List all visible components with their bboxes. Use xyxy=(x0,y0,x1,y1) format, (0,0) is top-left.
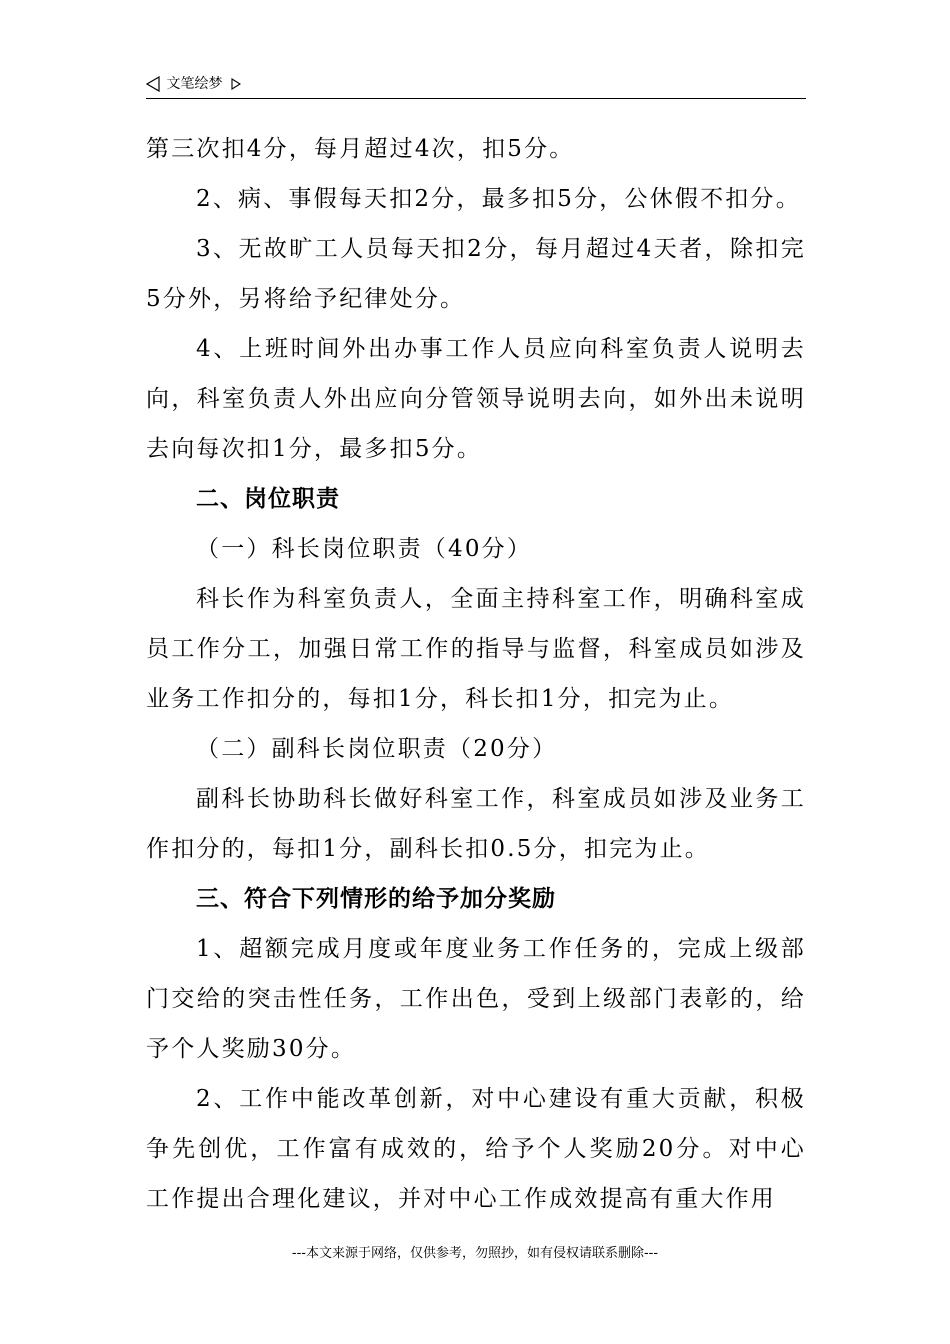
paragraph: 第三次扣4分，每月超过4次，扣5分。 xyxy=(146,136,575,162)
paragraph: 2、病、事假每天扣2分，最多扣5分，公休假不扣分。 xyxy=(196,186,801,212)
document-body xyxy=(146,124,806,1224)
paragraph: 3、无故旷工人员每天扣2分，每月超过4天者，除扣完5分外，另将给予纪律处分。 xyxy=(146,236,806,312)
subsection-heading: （二）副科长岗位职责（20分） xyxy=(196,736,558,762)
paragraph: 副科长协助科长做好科室工作，科室成员如涉及业务工作扣分的，每扣1分，副科长扣0.5分，扣完为止。 xyxy=(146,786,806,862)
subsection-heading: （一）科长岗位职责（40分） xyxy=(196,536,533,562)
paragraph: 科长作为科室负责人，全面主持科室工作，明确科室成员工作分工，加强日常工作的指导与监督，科室成员如涉及业务工作扣分的，每扣1分，科长扣1分，扣完为止。 xyxy=(146,586,806,712)
page-footer: ---本文来源于网络，仅供参考，勿照抄，如有侵权请联系删除--- xyxy=(291,1246,659,1261)
page-header xyxy=(146,74,806,99)
header-brand: 文笔绘梦 xyxy=(166,76,223,92)
paragraph: 4、上班时间外出办事工作人员应向科室负责人说明去向，科室负责人外出应向分管领导说明去向，如外出未说明去向每次扣1分，最多扣5分。 xyxy=(146,336,806,462)
section-heading: 二、岗位职责 xyxy=(196,486,340,512)
paragraph: 2、工作中能改革创新，对中心建设有重大贡献，积极争先创优，工作富有成效的，给予个人奖励20分。对中心工作提出合理化建议，并对中心工作成效提高有重大作用 xyxy=(146,1086,806,1212)
section-heading: 三、符合下列情形的给予加分奖励 xyxy=(196,886,556,912)
right-triangle-icon xyxy=(231,78,241,90)
paragraph: 1、超额完成月度或年度业务工作任务的，完成上级部门交给的突击性任务，工作出色，受到上级部门表彰的，给予个人奖励30分。 xyxy=(146,936,806,1062)
left-triangle-icon xyxy=(146,76,160,92)
